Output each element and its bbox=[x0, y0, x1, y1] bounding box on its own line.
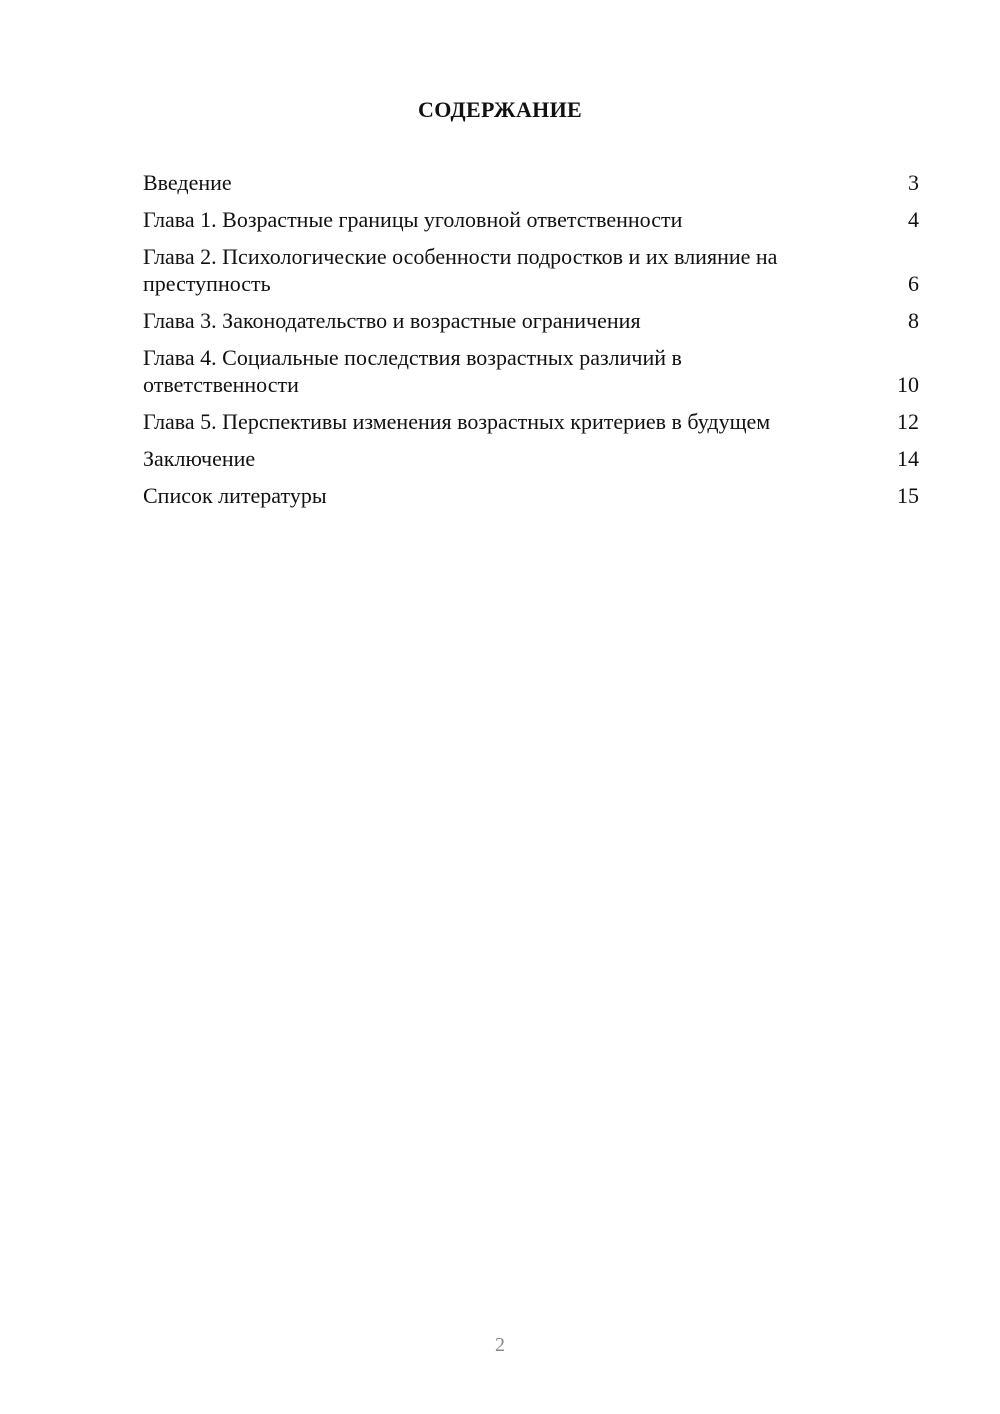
toc-entry-page: 3 bbox=[908, 170, 919, 195]
toc-entry-page: 12 bbox=[897, 409, 919, 434]
page-title: СОДЕРЖАНИЕ bbox=[418, 97, 582, 122]
toc-entry-title: Глава 2. Психологические особенности подростков и их влияние на преступность bbox=[143, 244, 778, 296]
toc-entry-page: 10 bbox=[897, 372, 919, 397]
toc-entry-title: Глава 1. Возрастные границы уголовной ответственности bbox=[143, 207, 683, 232]
toc-entry-title: Введение bbox=[143, 170, 232, 195]
toc-entry-title: Глава 4. Социальные последствия возрастных различий в ответственности bbox=[143, 345, 682, 397]
toc-entry-title: Заключение bbox=[143, 446, 256, 471]
toc-entry-references bbox=[143, 482, 919, 509]
toc-entry-conclusion bbox=[143, 445, 919, 472]
toc-entry-chapter-1 bbox=[143, 206, 919, 233]
toc-entry-page: 8 bbox=[908, 308, 919, 333]
toc-entry-title: Глава 3. Законодательство и возрастные ограничения bbox=[143, 308, 641, 333]
toc-entry-page: 6 bbox=[908, 271, 919, 296]
toc-entry-chapter-5 bbox=[143, 408, 919, 435]
page-number: 2 bbox=[495, 1334, 505, 1356]
toc-entry-page: 14 bbox=[897, 446, 919, 471]
toc-entry-title: Список литературы bbox=[143, 483, 327, 508]
toc-entry-chapter-3 bbox=[143, 307, 919, 334]
toc-entry-page: 15 bbox=[897, 483, 919, 508]
toc-entry-chapter-4 bbox=[143, 344, 919, 398]
toc-entry-title: Глава 5. Перспективы изменения возрастных критериев в будущем bbox=[143, 409, 771, 434]
toc-entry-chapter-2 bbox=[143, 243, 919, 297]
table-of-contents bbox=[143, 169, 919, 519]
toc-entry-introduction bbox=[143, 169, 919, 196]
toc-entry-page: 4 bbox=[908, 207, 919, 232]
